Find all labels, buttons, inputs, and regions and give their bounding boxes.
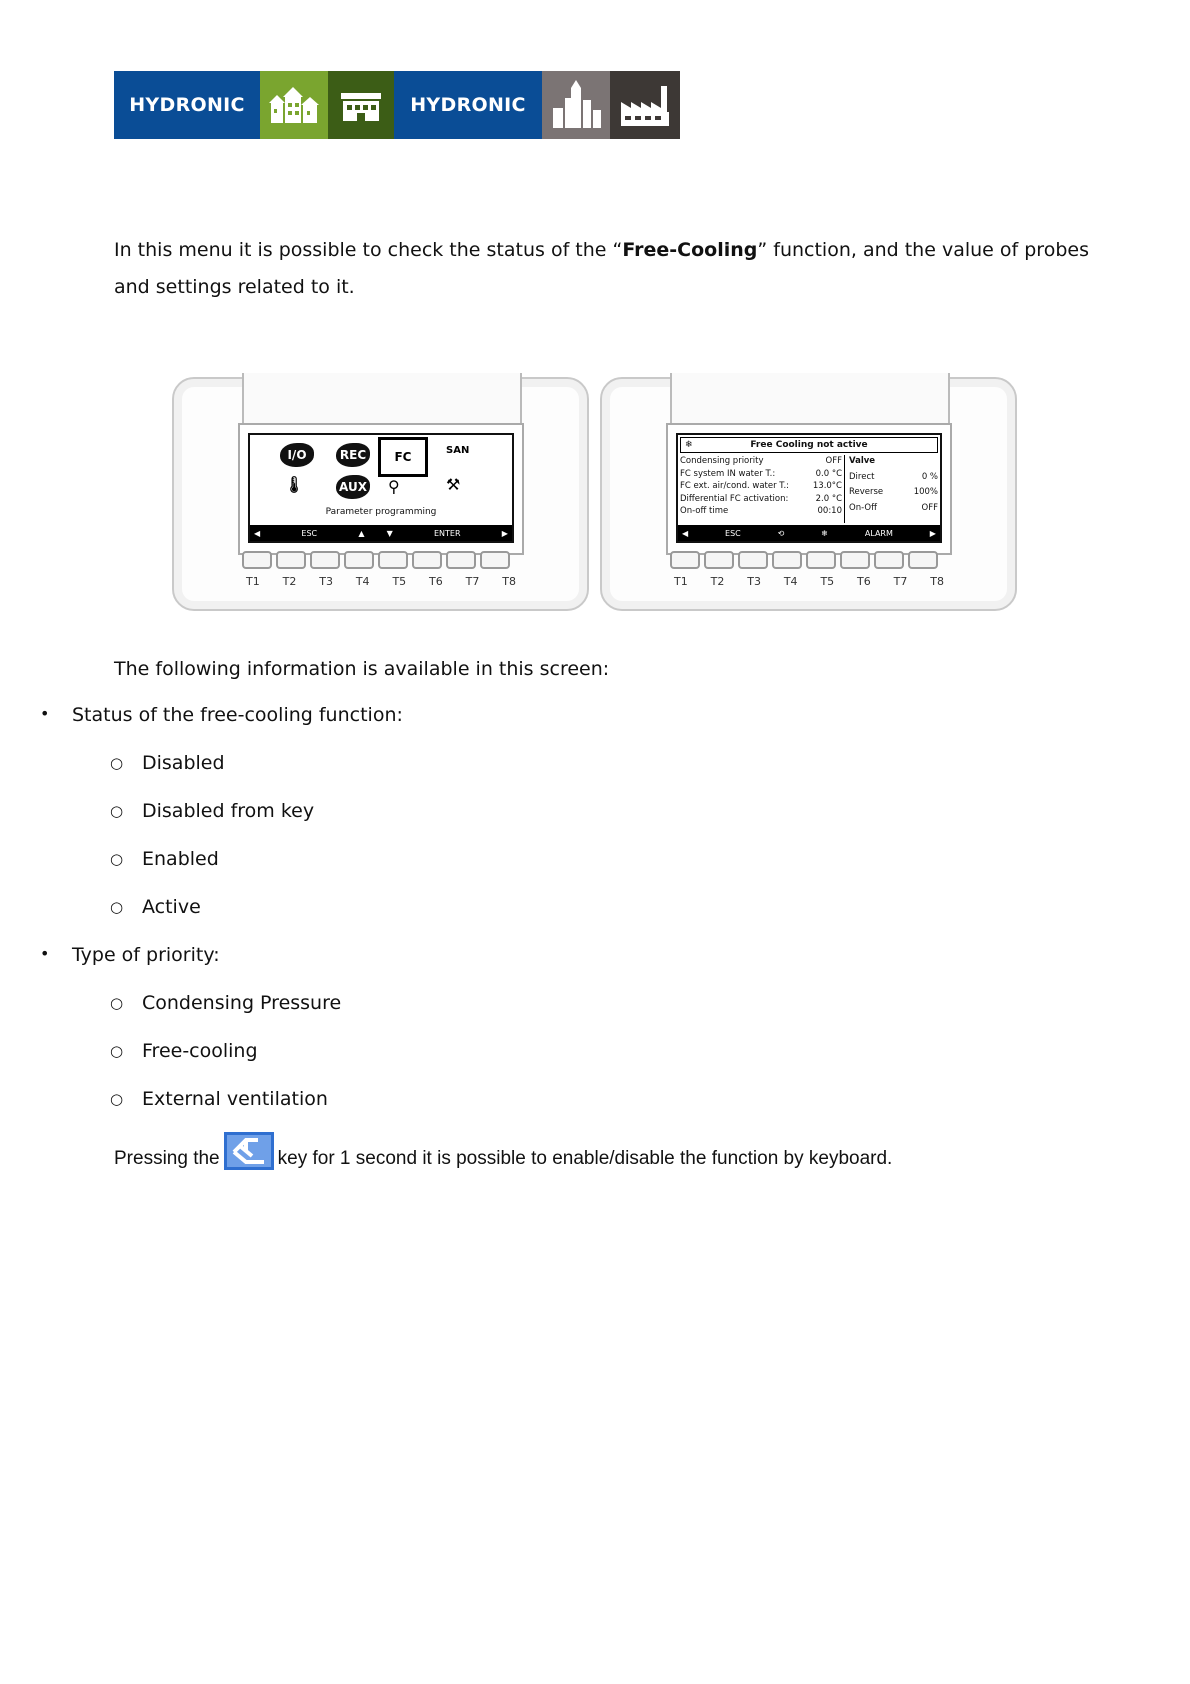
valve-panel bbox=[844, 455, 938, 523]
value-row bbox=[680, 505, 842, 518]
row-label: On-off time bbox=[680, 506, 729, 516]
parameter-caption: Parameter programming bbox=[325, 507, 437, 517]
right-arrow-icon[interactable]: ▶ bbox=[929, 528, 936, 538]
row-label: Direct bbox=[849, 471, 875, 482]
row-value: 0 % bbox=[921, 471, 938, 482]
key-t5[interactable] bbox=[806, 551, 836, 569]
up-arrow-icon[interactable]: ▲ bbox=[358, 528, 365, 538]
option-text: Condensing Pressure bbox=[142, 992, 342, 1014]
bullet-icon: • bbox=[40, 944, 50, 963]
intro-bold-term: Free-Cooling bbox=[622, 239, 758, 261]
priority-option bbox=[110, 992, 341, 1014]
lcd-values bbox=[680, 455, 938, 523]
key-t8[interactable] bbox=[480, 551, 510, 569]
row-value: OFF bbox=[825, 456, 842, 466]
freecooling-status: Free Cooling not active bbox=[750, 440, 868, 450]
key-label: T3 bbox=[319, 575, 333, 588]
thermometer-icon[interactable]: 🌡 bbox=[284, 475, 305, 494]
valve-row bbox=[849, 471, 938, 484]
value-row bbox=[680, 468, 842, 481]
status-option bbox=[110, 896, 201, 918]
snowflake-icon: ❄ bbox=[685, 440, 693, 450]
key-label: T7 bbox=[465, 575, 480, 588]
key-label: T3 bbox=[747, 575, 761, 588]
esc-label: ESC bbox=[725, 528, 741, 538]
tools-icon[interactable]: ⚒ bbox=[446, 475, 461, 494]
left-arrow-icon[interactable]: ◀ bbox=[682, 528, 689, 538]
option-text: External ventilation bbox=[142, 1088, 328, 1110]
row-label: Differential FC activation: bbox=[680, 493, 789, 504]
key-t2[interactable] bbox=[704, 551, 734, 569]
key-label: T8 bbox=[502, 575, 516, 588]
intro-text-end: ” function, and the value of probes and settings related to it. bbox=[114, 239, 1089, 298]
key-label: T5 bbox=[820, 575, 835, 588]
valve-row bbox=[849, 486, 938, 499]
circle-bullet-icon: ○ bbox=[110, 1090, 124, 1108]
circle-bullet-icon: ○ bbox=[110, 802, 124, 820]
rec-icon[interactable] bbox=[336, 443, 370, 467]
key-t6[interactable] bbox=[412, 551, 442, 569]
banner-title-right: HYDRONIC bbox=[410, 94, 526, 116]
intro-paragraph bbox=[114, 232, 1094, 306]
intro-text-start: In this menu it is possible to check the status of the “ bbox=[114, 239, 623, 261]
key-t5[interactable] bbox=[378, 551, 408, 569]
esc-label: ESC bbox=[301, 528, 318, 538]
row-label: Reverse bbox=[849, 487, 884, 497]
row-label: FC system IN water T.: bbox=[680, 468, 776, 479]
row-value: 2.0 °C bbox=[815, 493, 842, 504]
key-t3[interactable] bbox=[738, 551, 768, 569]
controller-device-menu bbox=[172, 373, 587, 611]
banner-hydronic-right bbox=[394, 71, 542, 139]
key-t6[interactable] bbox=[840, 551, 870, 569]
fc-icon-label: FC bbox=[394, 450, 412, 464]
banner-title-left: HYDRONIC bbox=[129, 94, 245, 116]
press-text-end: key for 1 second it is possible to enable/disable the function by keyboard. bbox=[277, 1148, 893, 1169]
key-label: T8 bbox=[930, 575, 944, 588]
banner-hydronic-left bbox=[114, 71, 260, 139]
key-label: T2 bbox=[282, 575, 297, 588]
io-icon[interactable] bbox=[280, 443, 314, 467]
priority-option bbox=[110, 1040, 258, 1062]
key-label: T4 bbox=[355, 575, 370, 588]
device-top-cap bbox=[670, 373, 950, 427]
key-label: T6 bbox=[857, 575, 871, 588]
valve-row bbox=[849, 502, 938, 515]
valve-title: Valve bbox=[849, 456, 876, 466]
key-t1[interactable] bbox=[670, 551, 700, 569]
priority-label: Type of priority: bbox=[72, 944, 220, 966]
key-t4[interactable] bbox=[772, 551, 802, 569]
key-label: T2 bbox=[710, 575, 725, 588]
info-heading: The following information is available in this screen: bbox=[114, 658, 610, 680]
aux-icon-label: AUX bbox=[339, 480, 367, 494]
san-icon[interactable] bbox=[446, 445, 469, 456]
row-value: 00:10 bbox=[817, 506, 842, 516]
alarm-label: ALARM bbox=[864, 528, 893, 538]
row-label: On-Off bbox=[849, 502, 877, 513]
option-text: Disabled bbox=[142, 752, 225, 774]
status-option bbox=[110, 848, 219, 870]
lcd-screen-freecooling bbox=[676, 433, 942, 543]
press-instruction bbox=[114, 1140, 892, 1178]
header-banner bbox=[114, 71, 680, 139]
status-option bbox=[110, 752, 225, 774]
lcd-bottom-bar bbox=[250, 525, 512, 541]
free-cooling-key-icon bbox=[224, 1132, 274, 1170]
key-t2[interactable] bbox=[276, 551, 306, 569]
status-option bbox=[110, 800, 314, 822]
circle-bullet-icon: ○ bbox=[110, 850, 124, 868]
value-row bbox=[680, 455, 842, 468]
rec-icon-label: REC bbox=[339, 448, 367, 462]
io-icon-label: I/O bbox=[287, 448, 307, 462]
option-text: Free-cooling bbox=[142, 1040, 258, 1062]
freecooling-key-icon[interactable]: ⟲ bbox=[777, 528, 785, 538]
left-arrow-icon[interactable]: ◀ bbox=[254, 528, 261, 538]
value-row bbox=[680, 480, 842, 493]
priority-option bbox=[110, 1088, 328, 1110]
value-row bbox=[680, 493, 842, 506]
enter-label: ENTER bbox=[433, 528, 461, 538]
snowflake-icon: ❄ bbox=[821, 528, 828, 538]
option-text: Active bbox=[142, 896, 201, 918]
key-t1[interactable] bbox=[242, 551, 272, 569]
controller-device-freecooling bbox=[600, 373, 1015, 611]
key-label: T5 bbox=[392, 575, 407, 588]
row-label: Condensing priority bbox=[680, 456, 764, 466]
option-text: Disabled from key bbox=[142, 800, 315, 822]
aux-icon[interactable] bbox=[336, 475, 370, 499]
key-t4[interactable] bbox=[344, 551, 374, 569]
key-label: T7 bbox=[893, 575, 908, 588]
status-label: Status of the free-cooling function: bbox=[72, 704, 403, 726]
circle-bullet-icon: ○ bbox=[110, 994, 124, 1012]
key-t7[interactable] bbox=[874, 551, 904, 569]
lcd-bottom-bar bbox=[678, 525, 940, 541]
fc-icon[interactable] bbox=[378, 437, 428, 477]
row-label: FC ext. air/cond. water T.: bbox=[680, 481, 790, 491]
device-top-cap bbox=[242, 373, 522, 427]
option-text: Enabled bbox=[142, 848, 219, 870]
circle-bullet-icon: ○ bbox=[110, 1042, 124, 1060]
status-bullet bbox=[40, 704, 403, 726]
key-t3[interactable] bbox=[310, 551, 340, 569]
san-icon-label: SAN bbox=[446, 445, 470, 456]
key-label: T1 bbox=[246, 575, 260, 588]
key-labels bbox=[674, 575, 944, 588]
priority-bullet bbox=[40, 944, 220, 966]
down-arrow-icon[interactable]: ▼ bbox=[386, 528, 393, 538]
key-label: T4 bbox=[783, 575, 798, 588]
bullet-icon: • bbox=[40, 704, 50, 723]
city-icon bbox=[542, 71, 610, 139]
factory-icon bbox=[610, 71, 680, 139]
lcd-header bbox=[680, 437, 938, 453]
row-value: 0.0 °C bbox=[815, 468, 842, 479]
function-keys bbox=[242, 551, 522, 569]
circle-bullet-icon: ○ bbox=[110, 898, 124, 916]
key-t8[interactable] bbox=[908, 551, 938, 569]
circle-bullet-icon: ○ bbox=[110, 754, 124, 772]
key-labels bbox=[246, 575, 516, 588]
row-value: 100% bbox=[913, 487, 938, 497]
row-value: OFF bbox=[921, 502, 938, 513]
row-value: 13.0°C bbox=[812, 481, 842, 491]
commercial-icon bbox=[328, 71, 394, 139]
right-arrow-icon[interactable]: ▶ bbox=[501, 528, 508, 538]
nav-arrows bbox=[358, 529, 392, 538]
pump-icon[interactable]: ⚲ bbox=[388, 477, 400, 496]
key-t7[interactable] bbox=[446, 551, 476, 569]
residential-icon bbox=[260, 71, 328, 139]
function-keys bbox=[670, 551, 950, 569]
press-text-start: Pressing the bbox=[114, 1148, 220, 1169]
lcd-screen-menu bbox=[248, 433, 514, 543]
probe-values bbox=[680, 455, 842, 518]
key-label: T1 bbox=[674, 575, 688, 588]
key-label: T6 bbox=[429, 575, 443, 588]
